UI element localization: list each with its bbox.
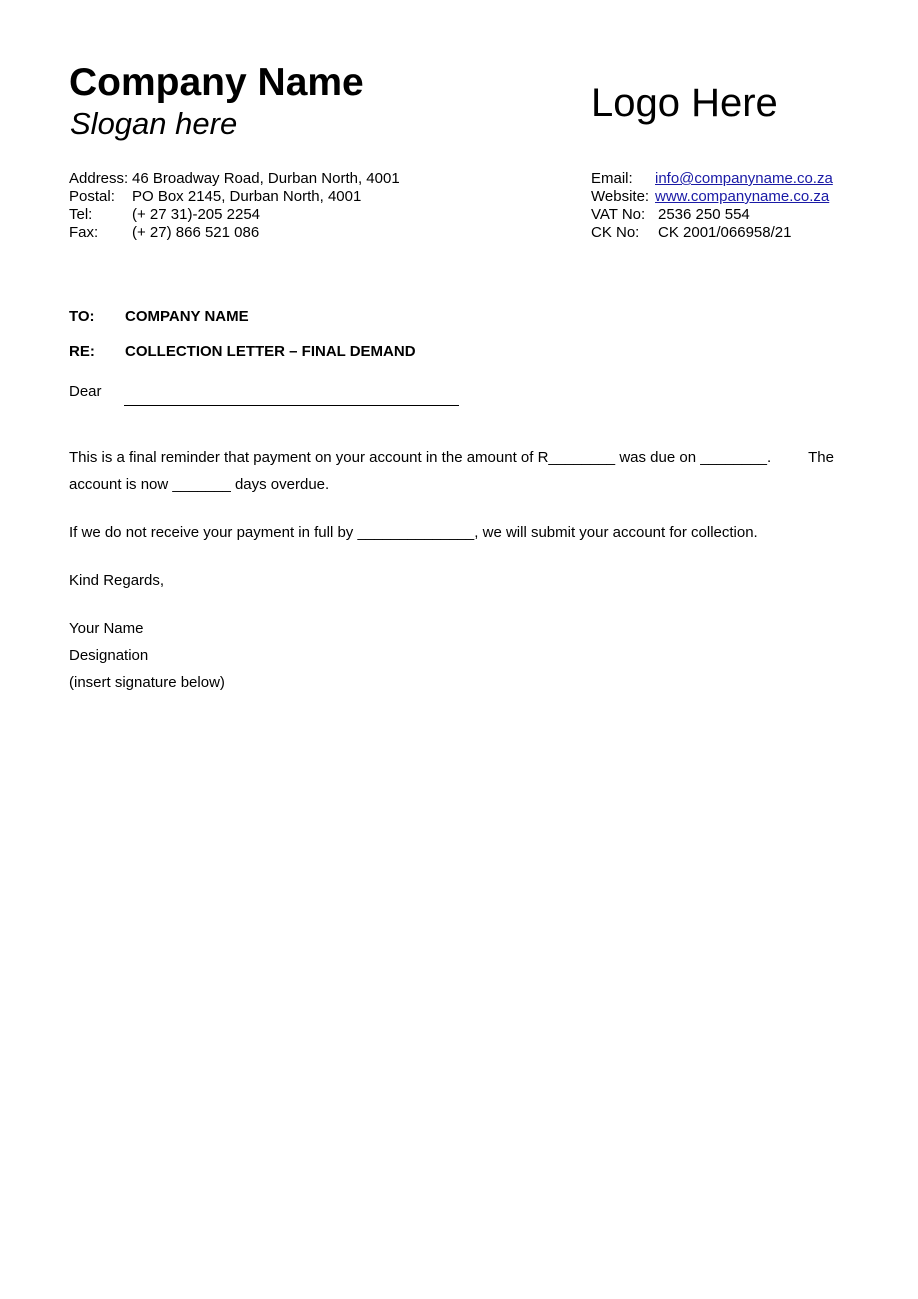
- reminder-text-part2: The: [808, 449, 834, 466]
- vat-row: [591, 206, 833, 224]
- email-label: Email:: [591, 170, 633, 187]
- reminder-line-1: [69, 444, 834, 471]
- ck-label: CK No:: [591, 224, 640, 241]
- tel-row: [69, 206, 400, 224]
- sender-designation: Designation: [69, 647, 149, 664]
- email-row: [591, 170, 833, 188]
- re-value: COLLECTION LETTER – FINAL DEMAND: [125, 343, 416, 360]
- vat-label: VAT No:: [591, 206, 646, 223]
- fax-value: (+ 27) 866 521 086: [132, 224, 260, 241]
- to-line: [69, 308, 249, 326]
- postal-value: PO Box 2145, Durban North, 4001: [132, 188, 362, 205]
- contact-details-right: [591, 170, 833, 242]
- salutation: Dear: [69, 383, 102, 400]
- ck-row: [591, 224, 833, 242]
- fax-row: [69, 224, 400, 242]
- re-line: [69, 343, 416, 361]
- reminder-paragraph: [69, 444, 834, 498]
- website-row: [591, 188, 833, 206]
- closing: Kind Regards,: [69, 572, 165, 589]
- company-slogan: Slogan here: [70, 106, 238, 141]
- email-link[interactable]: info@companyname.co.za: [655, 170, 833, 187]
- fax-label: Fax:: [69, 224, 99, 241]
- company-name: Company Name: [69, 61, 364, 104]
- signature-note: (insert signature below): [69, 674, 225, 691]
- re-label: RE:: [69, 343, 95, 360]
- address-label: Address:: [69, 170, 129, 187]
- tel-label: Tel:: [69, 206, 93, 223]
- address-row: [69, 170, 400, 188]
- to-value: COMPANY NAME: [125, 308, 249, 325]
- to-label: TO:: [69, 308, 95, 325]
- reminder-text-part1: This is a final reminder that payment on your account in the amount of R________ was due on ________.: [69, 449, 772, 466]
- postal-row: [69, 188, 400, 206]
- logo-placeholder: Logo Here: [591, 81, 778, 125]
- collection-paragraph: If we do not receive your payment in full by ______________, we will submit your account for collection.: [69, 524, 758, 541]
- website-label: Website:: [591, 188, 650, 205]
- address-value: 46 Broadway Road, Durban North, 4001: [132, 170, 400, 187]
- contact-details-left: [69, 170, 400, 242]
- vat-value: 2536 250 554: [658, 206, 750, 223]
- recipient-name-line: [124, 405, 459, 406]
- postal-label: Postal:: [69, 188, 115, 205]
- website-link[interactable]: www.companyname.co.za: [655, 188, 830, 205]
- tel-value: (+ 27 31)-205 2254: [132, 206, 261, 223]
- ck-value: CK 2001/066958/21: [658, 224, 792, 241]
- sender-name: Your Name: [69, 620, 144, 637]
- reminder-line-2: account is now _______ days overdue.: [69, 476, 330, 493]
